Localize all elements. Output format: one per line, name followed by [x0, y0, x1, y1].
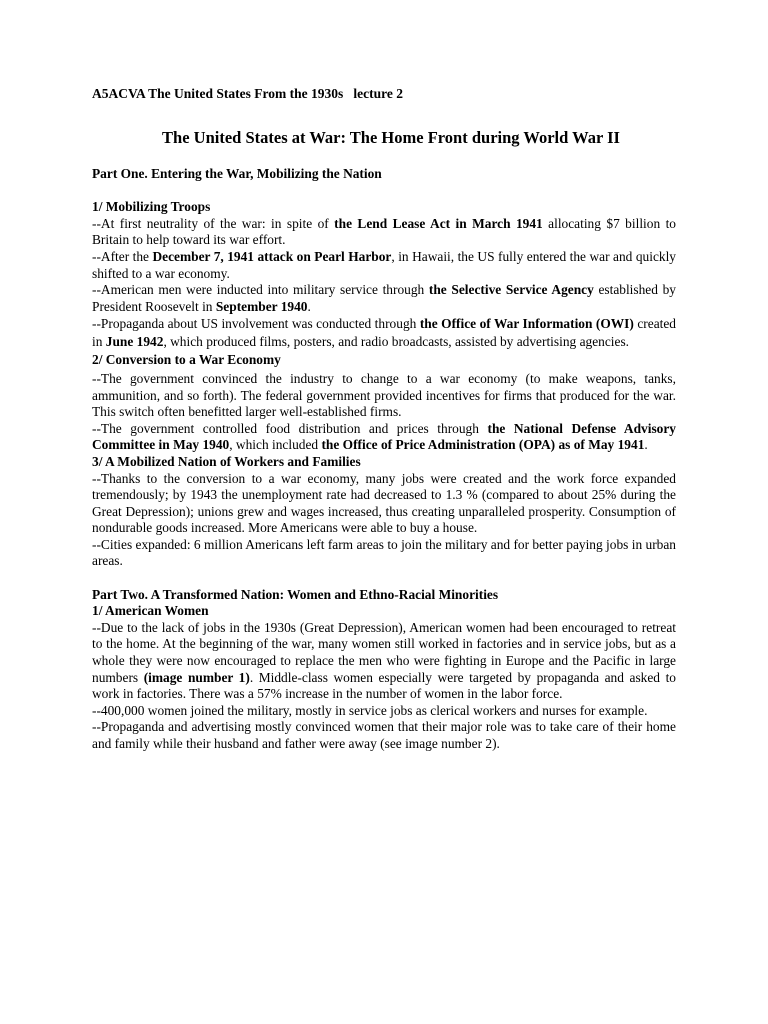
paragraph: --American men were inducted into military service through the Selective Service Agency established by President Roosevelt in September 1940.	[92, 282, 676, 314]
part-one-heading: Part One. Entering the War, Mobilizing the Nation	[92, 166, 382, 181]
paragraph: --Cities expanded: 6 million Americans left farm areas to join the military and for better paying jobs in urban areas.	[92, 536, 676, 569]
document-body	[92, 166, 676, 753]
paragraph: --Due to the lack of jobs in the 1930s (Great Depression), American women had been encouraged to retreat to the home. At the beginning of the war, many women still worked in factories and in service jobs, but as a whole they were now encouraged to replace the men who were fighting in Europe and the Pacific in large numbers (image number 1). Middle-class women especially were targeted by propaganda and asked to work in factories. There was a 57% increase in the number of women in the labor force.	[92, 619, 676, 702]
paragraph: --400,000 women joined the military, mostly in service jobs as clerical workers and nurses for example.	[92, 702, 648, 718]
course-header: A5ACVA The United States From the 1930s lecture 2	[92, 86, 403, 101]
paragraph: --After the December 7, 1941 attack on Pearl Harbor, in Hawaii, the US fully entered the war and quickly shifted to a war economy.	[92, 248, 676, 281]
part-two-heading: Part Two. A Transformed Nation: Women and Ethno-Racial Minorities	[92, 586, 499, 602]
paragraph: --At first neutrality of the war: in spite of the Lend Lease Act in March 1941 allocating $7 billion to Britain to help toward its war effort.	[92, 215, 676, 248]
paragraph: --Propaganda about US involvement was conducted through the Office of War Information (OWI) created in June 1942, which produced films, posters, and radio broadcasts, assisted by advertising agencies.	[92, 316, 676, 350]
section-mobilizing-troops-heading: 1/ Mobilizing Troops	[92, 199, 211, 215]
document-title: The United States at War: The Home Front during World War II	[162, 128, 620, 147]
section-mobilized-nation-heading: 3/ A Mobilized Nation of Workers and Families	[92, 453, 361, 469]
paragraph: --Thanks to the conversion to a war economy, many jobs were created and the work force expanded tremendously; by 1943 the unemployment rate had decreased to 1.3 % (compared to about 25% during the Great Depression); unions grew and wages increased, thus creating unparalleled prosperity. Consumption of nondurable goods increased. More Americans were able to buy a house.	[92, 470, 676, 536]
section-american-women-heading: 1/ American Women	[92, 603, 209, 619]
paragraph: --The government controlled food distribution and prices through the National Defense Advisory Committee in May 1940, which included the Office of Price Administration (OPA) as of May 1941.	[92, 420, 676, 453]
paragraph: --Propaganda and advertising mostly convinced women that their major role was to take care of their home and family while their husband and father were away (see image number 2).	[92, 719, 676, 751]
section-war-economy-heading: 2/ Conversion to a War Economy	[92, 352, 281, 368]
paragraph: --The government convinced the industry to change to a war economy (to make weapons, tanks, ammunition, and so forth). The federal government provided incentives for firms that produced for the war. This switch often benefitted larger well-established firms.	[92, 370, 676, 420]
